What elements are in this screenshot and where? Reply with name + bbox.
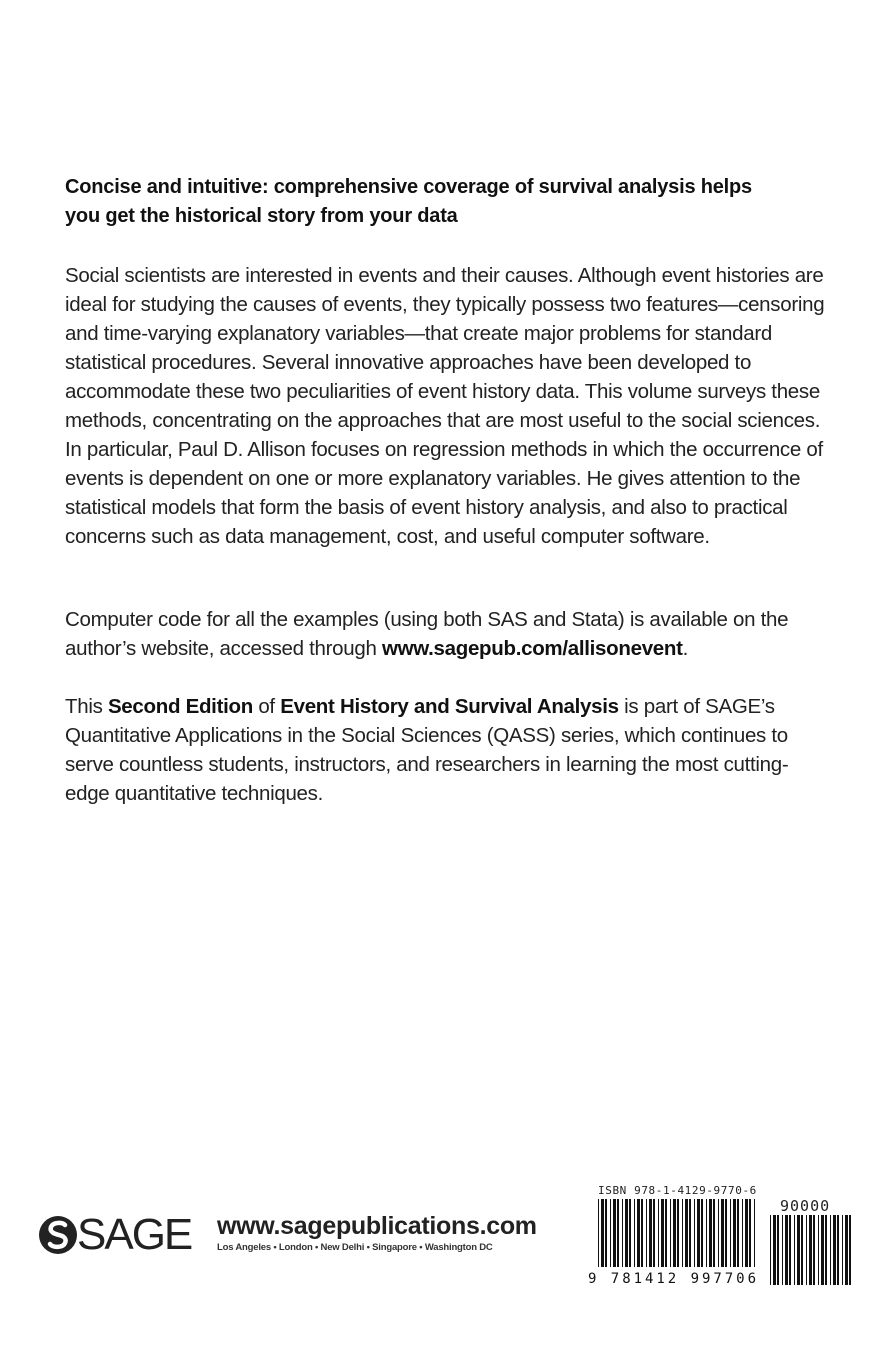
publisher-info: [217, 1212, 537, 1253]
isbn-barcode: [588, 1199, 758, 1287]
series-text-b: of: [252, 695, 281, 718]
book-title: Event History and Survival Analysis: [280, 695, 619, 718]
headline: [65, 173, 825, 231]
isbn-label: ISBN 978-1-4129-9770-6: [598, 1184, 757, 1197]
code-availability-paragraph: [65, 605, 825, 663]
headline-line-1: Concise and intuitive: comprehensive coverage of survival analysis helps: [65, 176, 752, 198]
sage-logo: [38, 1210, 191, 1260]
headline-line-2: you get the historical story from your data: [65, 205, 458, 227]
price-addon-barcode: [770, 1215, 855, 1285]
code-text-end: .: [682, 637, 689, 660]
description-paragraph: Social scientists are interested in events and their causes. Although event histories are ideal for studying the causes of events, they typically possess two features—censoring and time-varying explanatory variables—that create major problems for standard statistical procedures. Several innovative approaches have been developed to accommodate these two peculiarities of event history data. This volume surveys these methods, concentrating on the approaches that are most useful to the social sciences. In particular, Paul D. Allison focuses on regression methods in which the occurrence of events is dependent on one or more explanatory variables. He gives attention to the statistical models that form the basis of event history analysis, and also to practical concerns such as data management, cost, and useful computer software.: [65, 264, 825, 548]
publisher-url: www.sagepublications.com: [217, 1212, 537, 1240]
publisher-cities: Los Angeles • London • New Delhi • Singapore • Washington DC: [217, 1242, 493, 1253]
sage-logo-icon: [38, 1212, 78, 1258]
isbn-digits: 9 781412 997706: [588, 1271, 756, 1287]
series-paragraph: [65, 692, 825, 808]
price-addon-number: 90000: [780, 1197, 831, 1215]
code-text: Computer code for all the examples (using both SAS and Stata) is available on the author’s website, accessed through: [65, 608, 789, 660]
sage-logo-text: SAGE: [77, 1210, 192, 1259]
edition-label: Second Edition: [107, 695, 253, 718]
series-text-c: is part of SAGE’s Quantitative Applications in the Social Sciences (QASS) series, which continues to serve countless students, instructors, and researchers in learning the most cutting-edge quantitative techniques.: [65, 695, 789, 805]
author-website-link: www.sagepub.com/allisonevent: [381, 637, 683, 660]
series-text-a: This: [65, 695, 108, 718]
